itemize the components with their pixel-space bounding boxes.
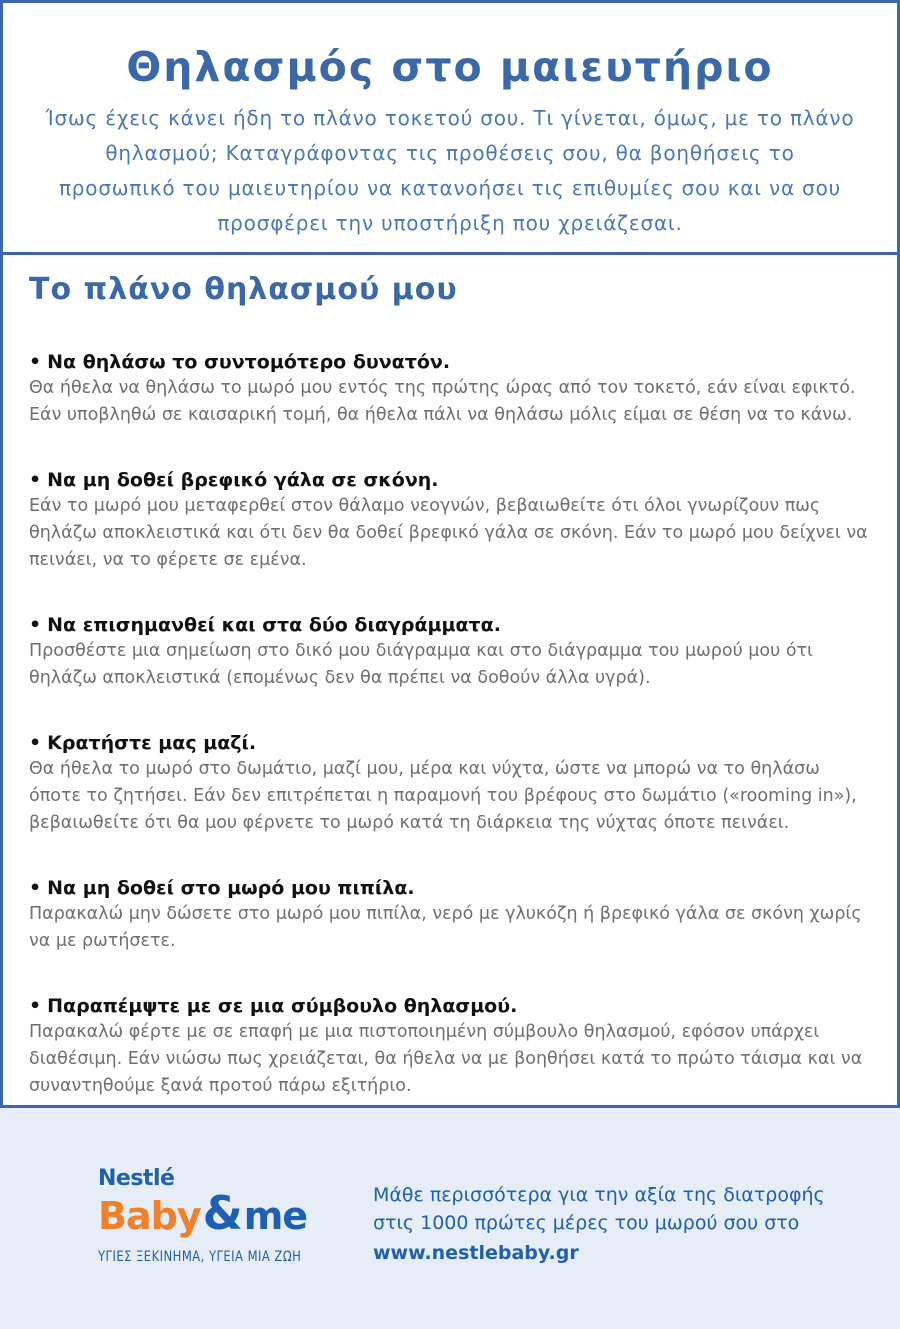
bullet-icon: • — [29, 469, 42, 491]
plan-item-body: Εάν το μωρό μου μεταφερθεί στον θάλαμο νεογνών, βεβαιωθείτε ότι όλοι γνωρίζουν πως θηλάζω αποκλειστικά και ότι δεν θα δοθεί βρεφικό γάλα σε σκόνη. Εάν το μωρό μου δείχνει να πεινάει, να το φέρετε σε εμένα. — [29, 496, 868, 570]
plan-item — [29, 875, 869, 955]
plan-item-heading-text: Να θηλάσω το συντομότερο δυνατόν. — [47, 351, 451, 373]
plan-item-heading — [29, 875, 869, 901]
footer — [0, 1108, 900, 1329]
logo-baby-text: Baby — [98, 1194, 201, 1238]
footer-cta-text: Μάθε περισσότερα για την αξία της διατροφής στις 1000 πρώτες μέρες του μωρού σου στο — [373, 1184, 825, 1234]
plan-item-heading-text: Παραπέμψτε με σε μια σύμβουλο θηλασμού. — [47, 995, 518, 1017]
bullet-icon: • — [29, 732, 42, 754]
intro-paragraph: Ίσως έχεις κάνει ήδη το πλάνο τοκετού σου. Τι γίνεται, όμως, με το πλάνο θηλασμού; Καταγράφοντας τις προθέσεις σου, θα βοηθήσεις το προσωπικό του μαιευτηρίου να κατανοήσει τις επιθυμίες σου και να σου προσφέρει την υποστήριξη που χρειάζεσαι. — [45, 106, 855, 235]
bullet-icon: • — [29, 351, 42, 373]
plan-section — [3, 255, 897, 1100]
plan-item-heading-text: Να μη δοθεί στο μωρό μου πιπίλα. — [47, 877, 415, 899]
plan-item-body: Θα ήθελα το μωρό στο δωμάτιο, μαζί μου, μέρα και νύχτα, ώστε να μπορώ να το θηλάσω όποτε το ζητήσει. Εάν δεν επιτρέπεται η παραμονή του βρέφους στο δωμάτιο («rooming in»), βεβαιωθείτε ότι θα μου φέρνετε το μωρό κατά τη διάρκεια της νύχτας όποτε πεινάει. — [29, 759, 857, 833]
plan-item-heading-text: Κρατήστε μας μαζί. — [47, 732, 257, 754]
plan-item — [29, 349, 869, 429]
plan-item-heading — [29, 993, 869, 1019]
website-link[interactable]: www.nestlebaby.gr — [373, 1242, 579, 1264]
plan-item-heading — [29, 612, 869, 638]
logo-me-text: me — [243, 1194, 308, 1238]
nestle-baby-me-logo[interactable] — [98, 1168, 313, 1265]
plan-item-heading — [29, 349, 869, 375]
bullet-icon: • — [29, 614, 42, 636]
logo-ampersand: & — [202, 1186, 243, 1240]
plan-item-heading — [29, 467, 869, 493]
plan-item-heading — [29, 730, 869, 756]
footer-cta — [373, 1181, 853, 1267]
bullet-icon: • — [29, 877, 42, 899]
plan-item-body: Θα ήθελα να θηλάσω το μωρό μου εντός της πρώτης ώρας από τον τοκετό, εάν είναι εφικτό. Εάν υποβληθώ σε καισαρική τομή, θα ήθελα πάλι να θηλάσω μόλις είμαι σε θέση να το κάνω. — [29, 378, 856, 425]
plan-item-body: Προσθέστε μια σημείωση στο δικό μου διάγραμμα και στο διάγραμμα του μωρού μου ότι θηλάζω αποκλειστικά (επομένως δεν θα πρέπει να δοθούν άλλα υγρά). — [29, 641, 813, 688]
header-section — [3, 3, 897, 255]
bullet-icon: • — [29, 995, 42, 1017]
plan-item-body: Παρακαλώ φέρτε με σε επαφή με μια πιστοποιημένη σύμβουλο θηλασμού, εφόσον υπάρχει διαθέσιμη. Εάν νιώσω πως χρειάζεται, θα ήθελα να με βοηθήσει κατά το πρώτο τάισμα και να συναντηθούμε ξανά προτού πάρω εξιτήριο. — [29, 1022, 863, 1096]
plan-item-body: Παρακαλώ μην δώσετε στο μωρό μου πιπίλα, νερό με γλυκόζη ή βρεφικό γάλα σε σκόνη χωρίς να με ρωτήσετε. — [29, 904, 862, 951]
plan-item — [29, 467, 869, 574]
logo-tagline: ΥΓΙΕΣ ΞΕΚΙΝΗΜΑ, ΥΓΕΙΑ ΜΙΑ ΖΩΗ — [98, 1249, 302, 1265]
plan-title: Το πλάνο θηλασμού μου — [29, 272, 458, 307]
page-title: Θηλασμός στο μαιευτήριο — [126, 43, 774, 91]
logo-brand — [98, 1186, 313, 1241]
plan-item-heading-text: Να επισημανθεί και στα δύο διαγράμματα. — [47, 614, 501, 636]
plan-item-heading-text: Να μη δοθεί βρεφικό γάλα σε σκόνη. — [47, 469, 439, 491]
plan-item — [29, 612, 869, 692]
plan-item — [29, 993, 869, 1100]
plan-item — [29, 730, 869, 837]
logo-nestle-text: Nestlé — [98, 1166, 175, 1191]
